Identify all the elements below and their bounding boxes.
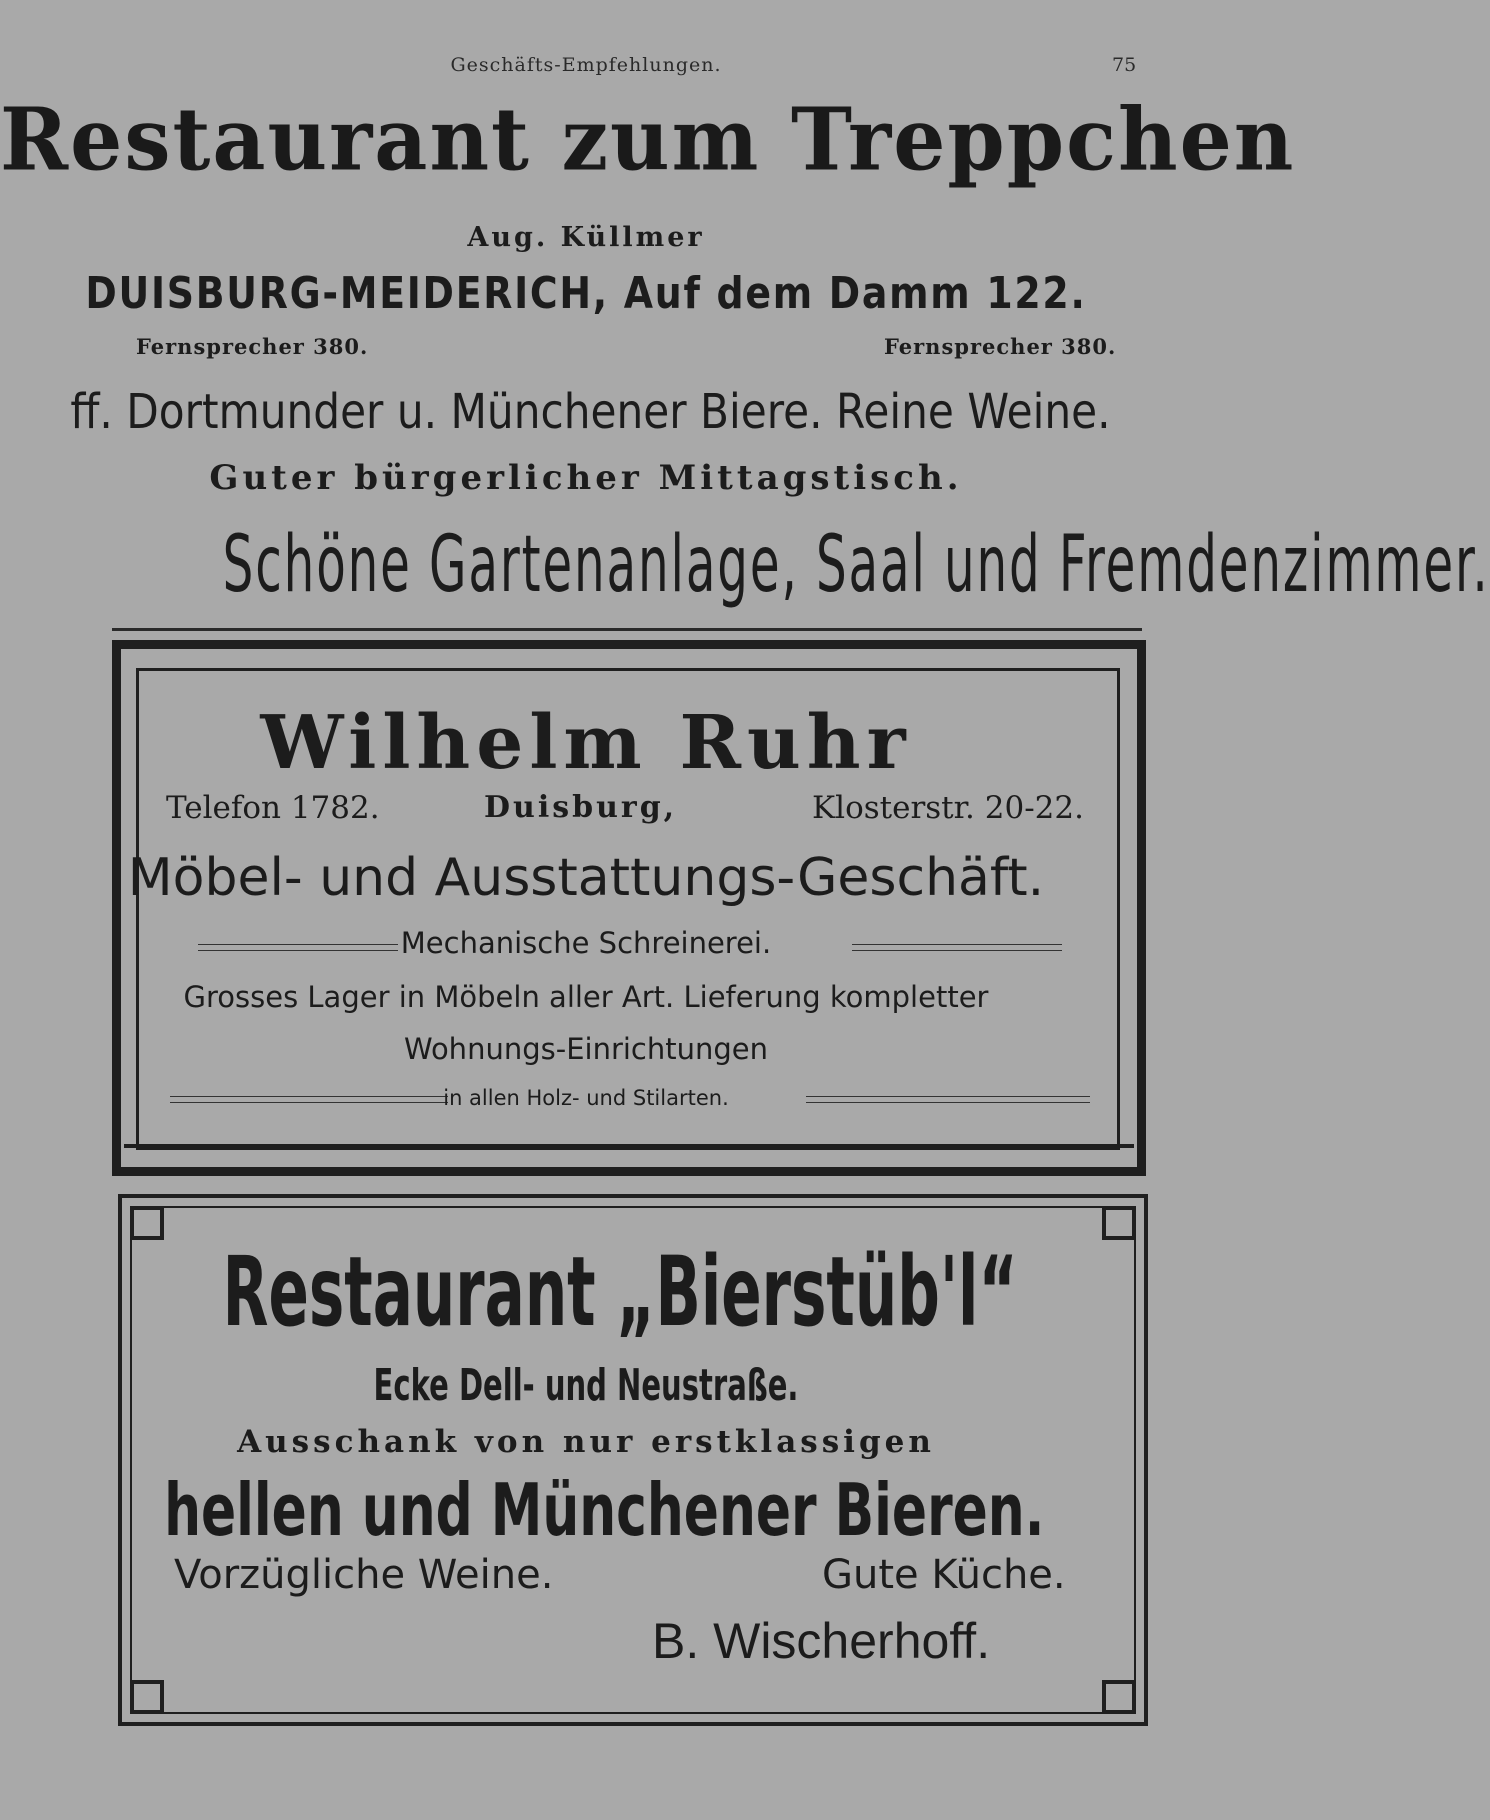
running-head: Geschäfts-Empfehlungen. [450, 54, 722, 76]
treppchen-title: Restaurant zum Treppchen [0, 89, 1296, 191]
treppchen-garden: Schöne Gartenanlage, Saal und Fremdenzimmer. [222, 520, 1490, 610]
bierstuebl-corner: Ecke Dell- und Neustraße. [373, 1360, 799, 1411]
ruhr-ornament-line [806, 1096, 1090, 1103]
treppchen-phone-right: Fernsprecher 380. [884, 334, 1117, 359]
bierstuebl-kitchen: Gute Küche. [822, 1552, 1066, 1598]
ruhr-name: Wilhelm Ruhr [260, 700, 912, 786]
ruhr-woods: in allen Holz- und Stilarten. [443, 1086, 729, 1110]
treppchen-lunch: Guter bürgerlicher Mittagstisch. [209, 458, 963, 498]
bierstuebl-wines: Vorzügliche Weine. [174, 1552, 554, 1598]
ruhr-workshop: Mechanische Schreinerei. [400, 926, 772, 960]
ruhr-telephone: Telefon 1782. [166, 790, 380, 826]
ruhr-city: Duisburg, [484, 790, 678, 825]
ruhr-stock: Grosses Lager in Möbeln aller Art. Lieferung kompletter [183, 980, 989, 1014]
bierstuebl-beers: hellen und Münchener Bieren. [164, 1468, 1045, 1552]
bierstuebl-serve: Ausschank von nur erstklassigen [237, 1424, 935, 1460]
corner-ornament [130, 1206, 164, 1240]
treppchen-beers: ff. Dortmunder u. Münchener Biere. Reine Weine. [70, 384, 1111, 440]
section-divider [112, 628, 1142, 631]
bierstuebl-owner: B. Wischerhoff. [652, 1613, 991, 1669]
treppchen-address: DUISBURG-MEIDERICH, Auf dem Damm 122. [85, 268, 1087, 319]
corner-ornament [1102, 1206, 1136, 1240]
ruhr-homes: Wohnungs-Einrichtungen [403, 1032, 769, 1066]
ruhr-street: Klosterstr. 20-22. [812, 790, 1084, 826]
page-number: 75 [1112, 54, 1137, 76]
treppchen-phone-left: Fernsprecher 380. [136, 334, 369, 359]
bierstuebl-name: Restaurant „Bierstüb'l“ [222, 1236, 1018, 1348]
corner-ornament [130, 1680, 164, 1714]
ruhr-frame-rule [124, 1144, 1134, 1148]
ruhr-ornament-line [852, 944, 1062, 951]
corner-ornament [1102, 1680, 1136, 1714]
ruhr-trade: Möbel- und Ausstattungs-Geschäft. [127, 848, 1045, 908]
treppchen-owner: Aug. Küllmer [467, 222, 705, 253]
